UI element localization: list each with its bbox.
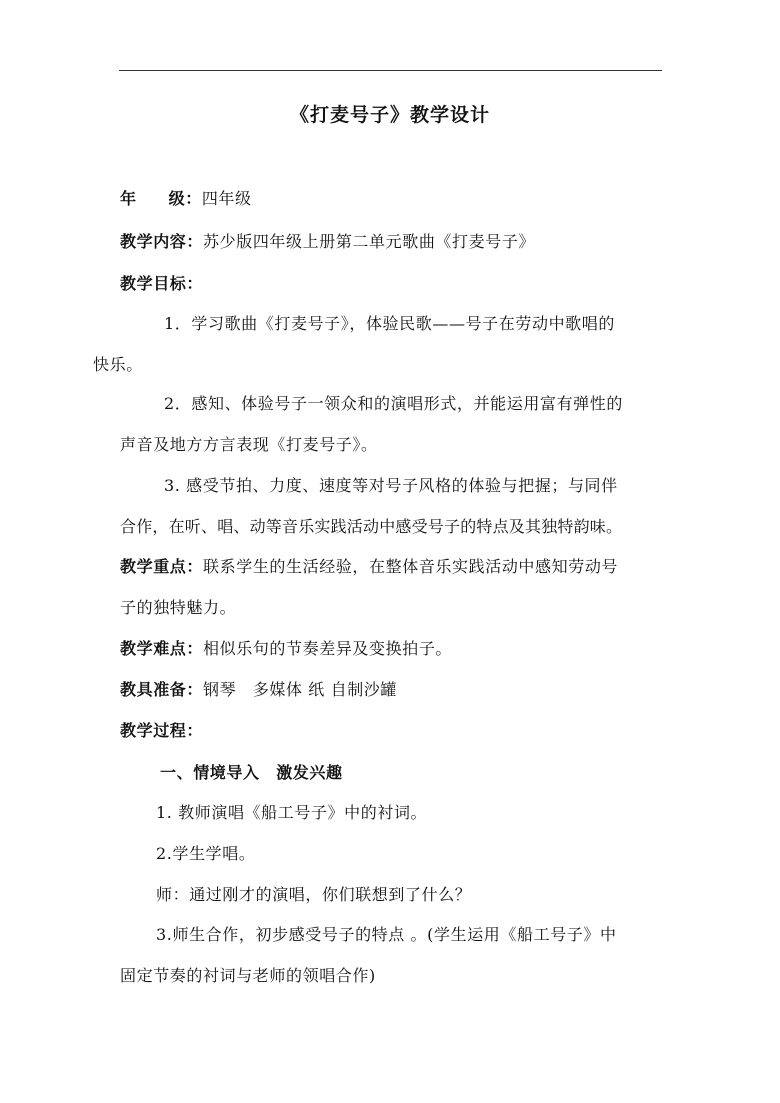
step-1: 1. 教师演唱《船工号子》中的衬词。 bbox=[156, 803, 428, 822]
key-points-value: 联系学生的生活经验，在整体音乐实践活动中感知劳动号 bbox=[203, 557, 619, 576]
process-label: 教学过程： bbox=[120, 721, 204, 740]
grade-label-b: 级： bbox=[168, 189, 202, 208]
key-points-line-1 bbox=[120, 554, 618, 577]
document-title: 《打麦号子》教学设计 bbox=[289, 104, 490, 126]
content-label: 教学内容： bbox=[120, 232, 204, 251]
step-3-line-1: 3.师生合作，初步感受号子的特点 。(学生运用《船工号子》中 bbox=[156, 925, 617, 944]
grade-value: 四年级 bbox=[201, 189, 252, 208]
tools-label: 教具准备： bbox=[120, 680, 204, 699]
goal-1-line-1: 1．学习歌曲《打麦号子》，体验民歌——号子在劳动中歌唱的 bbox=[164, 314, 615, 333]
difficulty-value: 相似乐句的节奏差异及变换拍子。 bbox=[203, 639, 453, 658]
step-3-line-2: 固定节奏的衬词与老师的领唱合作) bbox=[120, 966, 376, 985]
difficulty-line bbox=[120, 636, 452, 659]
grade-label-a: 年 bbox=[120, 189, 137, 208]
goal-1-line-2: 快乐。 bbox=[93, 355, 143, 374]
goals-label: 教学目标： bbox=[120, 274, 204, 293]
goal-3-line-2: 合作，在听、唱、动等音乐实践活动中感受号子的特点及其独特韵味。 bbox=[120, 517, 623, 536]
key-points-label: 教学重点： bbox=[120, 557, 204, 576]
goal-2-line-2: 声音及地方方言表现《打麦号子》。 bbox=[120, 435, 378, 454]
content-value: 苏少版四年级上册第二单元歌曲《打麦号子》 bbox=[203, 232, 536, 251]
section-1-heading: 一、情境导入 激发兴趣 bbox=[160, 763, 343, 782]
header-rule bbox=[119, 70, 662, 71]
content-line bbox=[120, 229, 535, 252]
teacher-question: 师：通过刚才的演唱，你们联想到了什么？ bbox=[156, 885, 472, 904]
grade-line bbox=[120, 186, 252, 209]
goal-3-line-1: 3. 感受节拍、力度、速度等对号子风格的体验与把握；与同伴 bbox=[164, 476, 618, 495]
tools-line bbox=[120, 677, 397, 700]
goal-2-line-1: 2．感知、体验号子一领众和的演唱形式，并能运用富有弹性的 bbox=[164, 394, 623, 413]
difficulty-label: 教学难点： bbox=[120, 639, 204, 658]
step-2: 2.学生学唱。 bbox=[156, 844, 256, 863]
key-points-line-2: 子的独特魅力。 bbox=[120, 598, 237, 617]
tools-value: 钢琴 多媒体 纸 自制沙罐 bbox=[203, 680, 397, 699]
